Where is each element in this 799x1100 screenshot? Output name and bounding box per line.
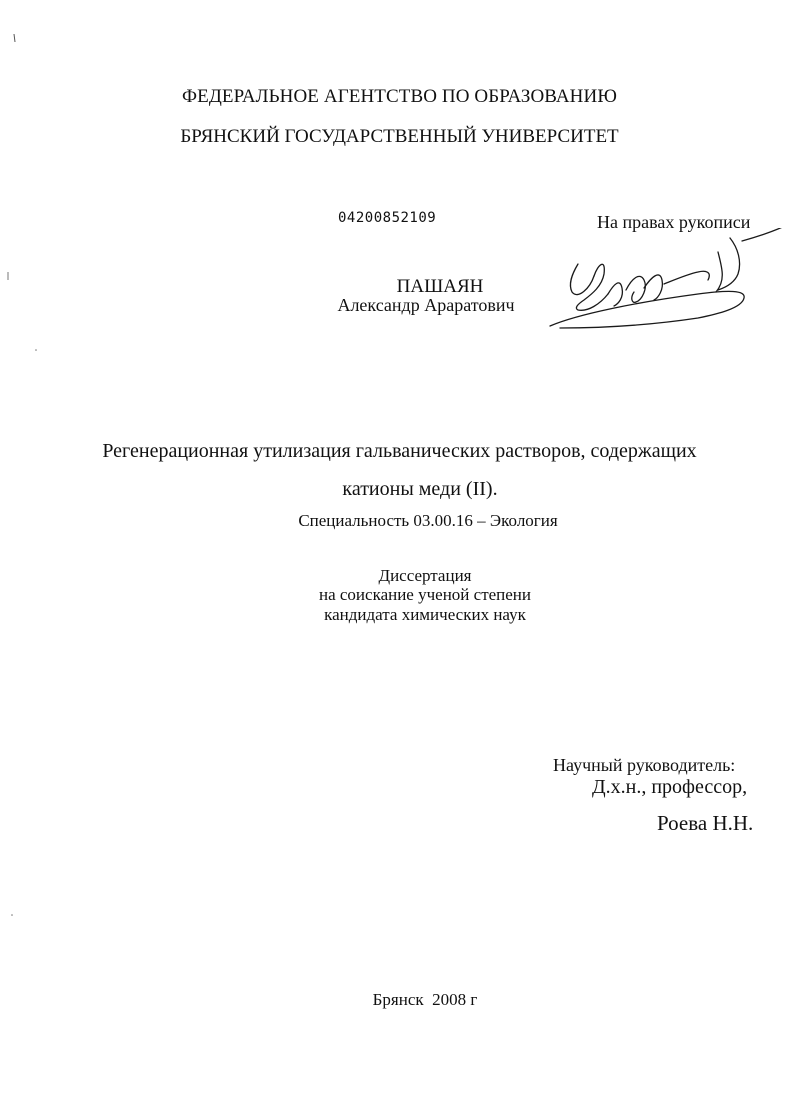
- thesis-degree-line-1: на соискание ученой степени: [318, 585, 532, 604]
- supervisor-degree: Д.х.н., профессор,: [592, 776, 748, 798]
- author-surname: ПАШАЯН: [396, 276, 484, 297]
- thesis-specialty: Специальность 03.00.16 – Экология: [298, 511, 558, 530]
- thesis-title-line-2: катионы меди (II).: [342, 478, 498, 500]
- manuscript-rights-note: На правах рукописи: [597, 212, 751, 232]
- university-heading: БРЯНСКИЙ ГОСУДАРСТВЕННЫЙ УНИВЕРСИТЕТ: [180, 126, 619, 147]
- city-year: Брянск 2008 г: [372, 990, 478, 1009]
- thesis-type: Диссертация: [378, 566, 472, 585]
- agency-heading: ФЕДЕРАЛЬНОЕ АГЕНТСТВО ПО ОБРАЗОВАНИЮ: [182, 86, 617, 107]
- supervisor-label: Научный руководитель:: [553, 755, 736, 775]
- supervisor-name: Роева Н.Н.: [657, 811, 754, 835]
- author-given-names: Александр Араратович: [337, 295, 515, 315]
- thesis-degree-line-2: кандидата химических наук: [324, 605, 526, 624]
- thesis-title-line-1: Регенерационная утилизация гальванических растворов, содержащих: [102, 440, 697, 462]
- registration-code: 04200852109: [338, 210, 437, 226]
